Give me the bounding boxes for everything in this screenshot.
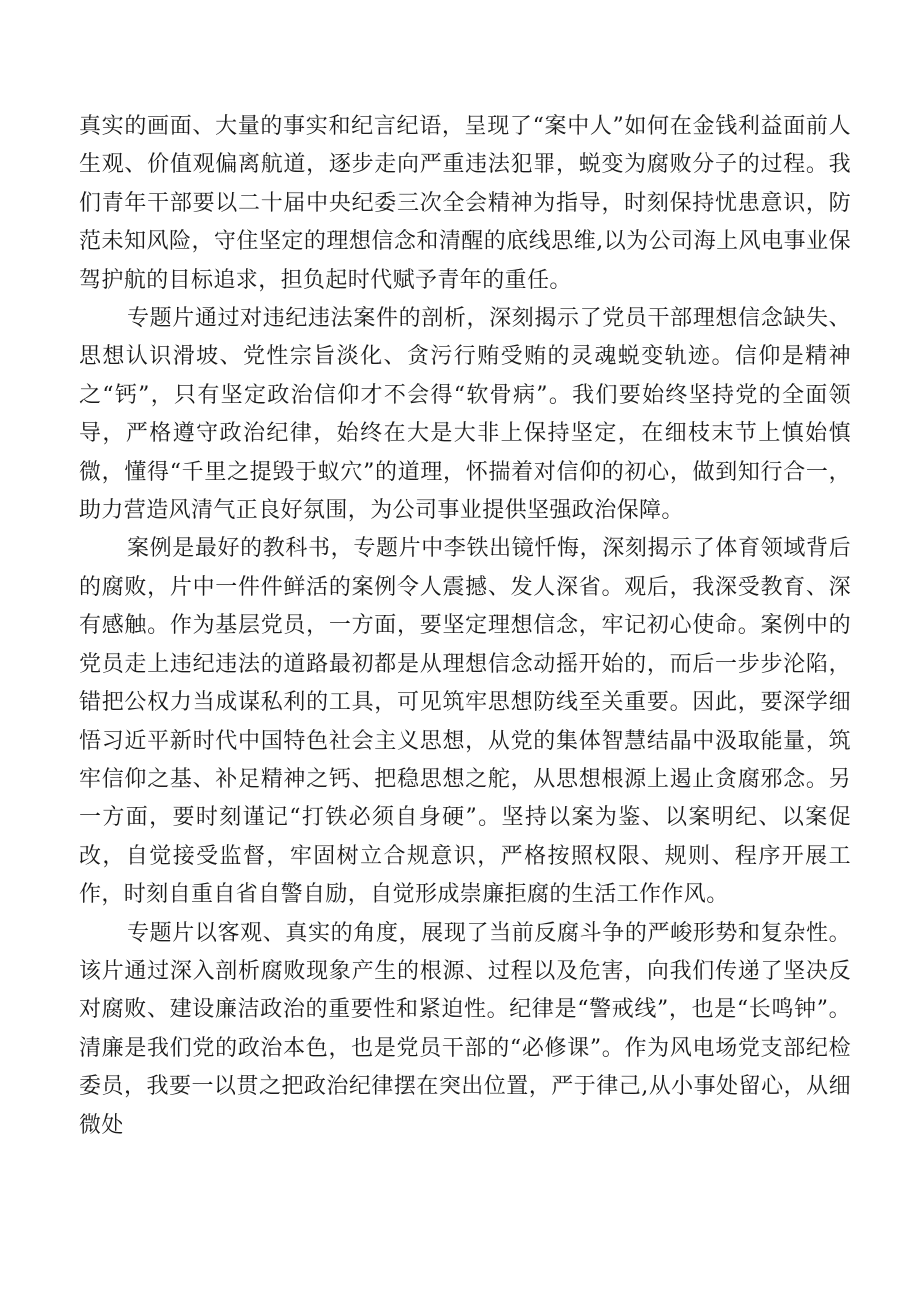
paragraph-4: 专题片以客观、真实的角度，展现了当前反腐斗争的严峻形势和复杂性。该片通过深入剖析腐败现象产生的根源、过程以及危害，向我们传递了坚决反对腐败、建设廉洁政治的重要性和紧迫性。纪律是“警戒线”，也是“长鸣钟”。清廉是我们党的政治本色，也是党员干部的“必修课”。作为风电场党支部纪检委员，我要一以贯之把政治纪律摆在突出位置，严于律己,从小事处留心，从细微处 [79,920,851,1138]
document-body [79,108,851,1145]
paragraph-1: 真实的画面、大量的事实和纪言纪语，呈现了“案中人”如何在金钱利益面前人生观、价值观偏离航道，逐步走向严重违法犯罪，蜕变为腐败分子的过程。我们青年干部要以二十届中央纪委三次全会精神为指导，时刻保持忧患意识，防范未知风险，守住坚定的理想信念和清醒的底线思维,以为公司海上风电事业保驾护航的目标追求，担负起时代赋予青年的重任。 [79,114,851,293]
paragraph-3: 案例是最好的教科书，专题片中李铁出镜忏悔，深刻揭示了体育领域背后的腐败，片中一件件鲜活的案例令人震撼、发人深省。观后，我深受教育、深有感触。作为基层党员，一方面，要坚定理想信念，牢记初心使命。案例中的党员走上违纪违法的道路最初都是从理想信念动摇开始的，而后一步步沦陷，错把公权力当成谋私利的工具，可见筑牢思想防线至关重要。因此，要深学细悟习近平新时代中国特色社会主义思想，从党的集体智慧结晶中汲取能量，筑牢信仰之基、补足精神之钙、把稳思想之舵，从思想根源上遏止贪腐邪念。另一方面，要时刻谨记“打铁必须自身硬”。坚持以案为鉴、以案明纪、以案促改，自觉接受监督，牢固树立合规意识，严格按照权限、规则、程序开展工作，时刻自重自省自警自励，自觉形成崇廉拒腐的生活工作作风。 [79,536,851,908]
paragraph-2: 专题片通过对违纪违法案件的剖析，深刻揭示了党员干部理想信念缺失、思想认识滑坡、党性宗旨淡化、贪污行贿受贿的灵魂蜕变轨迹。信仰是精神之“钙”，只有坚定政治信仰才不会得“软骨病”。我们要始终坚持党的全面领导，严格遵守政治纪律，始终在大是大非上保持坚定，在细枝末节上慎始慎微，懂得“千里之提毁于蚁穴”的道理，怀揣着对信仰的初心，做到知行合一，助力营造风清气正良好氛围，为公司事业提供坚强政治保障。 [79,306,851,524]
